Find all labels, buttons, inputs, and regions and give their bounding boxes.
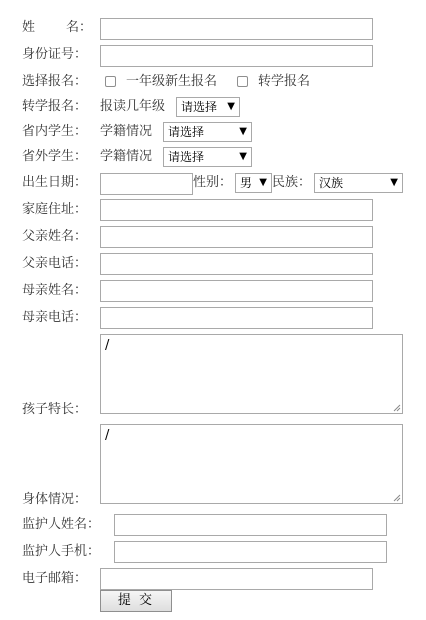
transfer-option-label: 转学报名 bbox=[258, 74, 311, 89]
name-input[interactable] bbox=[100, 18, 373, 40]
new-student-checkbox[interactable] bbox=[105, 76, 116, 87]
transfer-label: 转学报名： bbox=[22, 99, 88, 114]
mother-name-label: 母亲姓名： bbox=[22, 283, 88, 298]
grade-text: 报读几年级 bbox=[100, 99, 166, 114]
mother-name-input[interactable] bbox=[100, 280, 373, 302]
gender-select[interactable] bbox=[235, 173, 272, 193]
out-province-status-text: 学籍情况 bbox=[100, 149, 153, 164]
birth-date-input[interactable] bbox=[100, 173, 193, 195]
out-province-label: 省外学生： bbox=[22, 149, 88, 164]
mother-phone-label: 母亲电话： bbox=[22, 310, 88, 325]
health-textarea[interactable] bbox=[100, 424, 403, 504]
talent-label: 孩子特长： bbox=[22, 402, 88, 417]
email-input[interactable] bbox=[100, 568, 373, 590]
dropdown-arrow-icon: ▼ bbox=[390, 177, 398, 188]
health-label: 身体情况： bbox=[22, 492, 88, 507]
id-number-input[interactable] bbox=[100, 45, 373, 67]
in-province-select[interactable] bbox=[163, 122, 252, 142]
in-province-label: 省内学生： bbox=[22, 124, 88, 139]
guardian-name-label: 监护人姓名： bbox=[22, 517, 101, 532]
dropdown-arrow-icon: ▼ bbox=[259, 177, 267, 188]
submit-button[interactable]: 提 交 bbox=[100, 590, 172, 612]
father-name-label: 父亲姓名： bbox=[22, 229, 88, 244]
out-province-select[interactable] bbox=[163, 147, 252, 167]
father-name-input[interactable] bbox=[100, 226, 373, 248]
grade-select-value: 请选择 bbox=[181, 100, 218, 114]
resize-grip-icon[interactable] bbox=[393, 404, 401, 412]
gender-label: 性别： bbox=[193, 175, 233, 190]
in-province-select-value: 请选择 bbox=[168, 125, 205, 139]
dropdown-arrow-icon: ▼ bbox=[239, 151, 247, 162]
health-textarea-value: / bbox=[105, 428, 110, 443]
talent-textarea-value: / bbox=[105, 338, 110, 353]
out-province-select-value: 请选择 bbox=[168, 150, 205, 164]
resize-grip-icon[interactable] bbox=[393, 494, 401, 502]
dropdown-arrow-icon: ▼ bbox=[227, 101, 235, 112]
new-student-option-label: 一年级新生报名 bbox=[126, 74, 218, 89]
birth-date-label: 出生日期： bbox=[22, 175, 88, 190]
ethnic-select[interactable] bbox=[314, 173, 403, 193]
father-phone-input[interactable] bbox=[100, 253, 373, 275]
ethnic-label: 民族： bbox=[272, 175, 312, 190]
mother-phone-input[interactable] bbox=[100, 307, 373, 329]
transfer-checkbox[interactable] bbox=[237, 76, 248, 87]
name-label-second: 名： bbox=[66, 20, 93, 35]
guardian-phone-label: 监护人手机： bbox=[22, 544, 101, 559]
registration-type-label: 选择报名： bbox=[22, 74, 88, 89]
name-label-first: 姓 bbox=[22, 20, 36, 35]
email-label: 电子邮箱： bbox=[22, 571, 88, 586]
ethnic-select-value: 汉族 bbox=[319, 176, 344, 190]
gender-select-value: 男 bbox=[240, 176, 253, 190]
grade-select[interactable] bbox=[176, 97, 240, 117]
address-label: 家庭住址： bbox=[22, 202, 88, 217]
father-phone-label: 父亲电话： bbox=[22, 256, 88, 271]
address-input[interactable] bbox=[100, 199, 373, 221]
talent-textarea[interactable] bbox=[100, 334, 403, 414]
guardian-phone-input[interactable] bbox=[114, 541, 387, 563]
dropdown-arrow-icon: ▼ bbox=[239, 126, 247, 137]
id-number-label: 身份证号： bbox=[22, 47, 88, 62]
guardian-name-input[interactable] bbox=[114, 514, 387, 536]
in-province-status-text: 学籍情况 bbox=[100, 124, 153, 139]
